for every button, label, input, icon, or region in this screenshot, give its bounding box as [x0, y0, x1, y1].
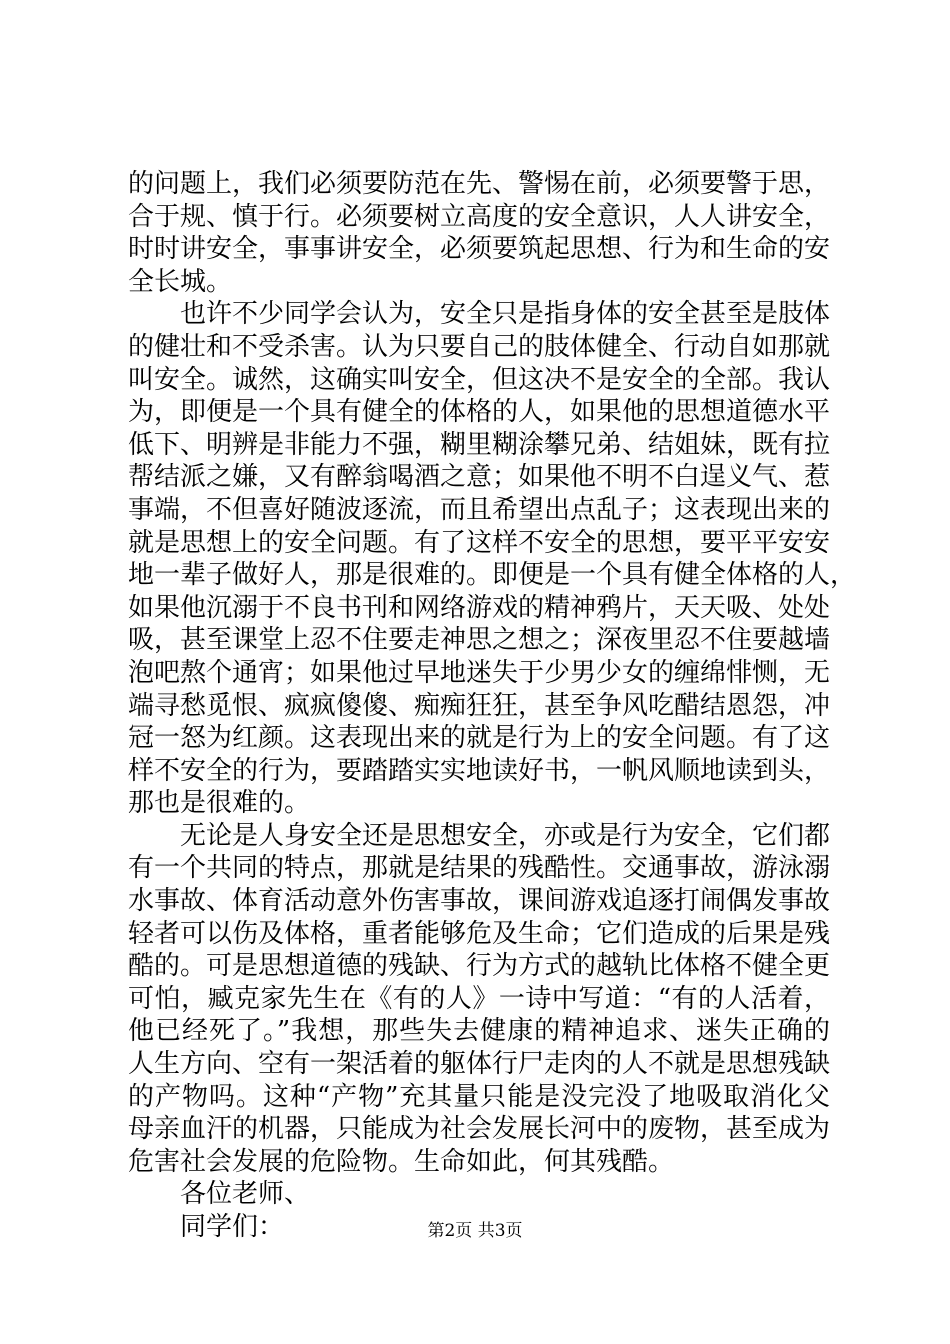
page-number-footer: 第2页 共3页	[427, 1221, 523, 1241]
text-line: 无论是人身安全还是思想安全，亦或是行为安全，它们都	[180, 820, 831, 851]
text-line: 低下、明辨是非能力不强，糊里糊涂攀兄弟、结姐妹，既有拉	[128, 429, 831, 460]
text-line: 时时讲安全，事事讲安全，必须要筑起思想、行为和生命的安	[128, 234, 831, 265]
salutation-line: 各位老师、	[180, 1179, 311, 1210]
text-line: 他已经死了。”我想，那些失去健康的精神追求、迷失正确的	[128, 1016, 830, 1047]
text-line: 样不安全的行为，要踏踏实实地读好书，一帆风顺地读到头，	[128, 755, 831, 786]
text-line: 如果他沉溺于不良书刊和网络游戏的精神鸦片，天天吸、处处	[128, 592, 831, 623]
text-line: 有一个共同的特点，那就是结果的残酷性。交通事故，游泳溺	[128, 853, 831, 884]
text-line: 人生方向、空有一架活着的躯体行尸走肉的人不就是思想残缺	[128, 1049, 831, 1080]
text-line: 水事故、体育活动意外伤害事故，课间游戏追逐打闹偶发事故	[128, 886, 831, 917]
text-line: 地一辈子做好人，那是很难的。即便是一个具有健全体格的人，	[128, 560, 857, 591]
text-line: 叫安全。诚然，这确实叫安全，但这决不是安全的全部。我认	[128, 364, 831, 395]
text-line: 酷的。可是思想道德的残缺、行为方式的越轨比体格不健全更	[128, 951, 831, 982]
text-line: 那也是很难的。	[128, 788, 311, 819]
text-line: 合于规、慎于行。必须要树立高度的安全意识，人人讲安全，	[128, 201, 831, 232]
text-line: 端寻愁觅恨、疯疯傻傻、痴痴狂狂，甚至争风吃醋结恩怨，冲	[128, 690, 831, 721]
document-body	[128, 168, 857, 1244]
text-line: 的健壮和不受杀害。认为只要自己的肢体健全、行动自如那就	[128, 331, 831, 362]
text-line: 为，即便是一个具有健全的体格的人，如果他的思想道德水平	[128, 397, 831, 428]
text-line: 泡吧熬个通宵；如果他过早地迷失于少男少女的缠绵悱恻，无	[128, 657, 831, 688]
text-line: 吸，甚至课堂上忍不住要走神思之想之；深夜里忍不住要越墙	[128, 625, 831, 656]
text-line: 轻者可以伤及体格，重者能够危及生命；它们造成的后果是残	[128, 918, 831, 949]
text-line: 全长城。	[128, 266, 233, 297]
text-line: 帮结派之嫌，又有醉翁喝酒之意；如果他不明不白逞义气、惹	[128, 462, 831, 493]
salutation-line: 同学们：	[180, 1212, 285, 1242]
text-line: 也许不少同学会认为，安全只是指身体的安全甚至是肢体	[180, 299, 831, 330]
text-line: 事端，不但喜好随波逐流，而且希望出点乱子；这表现出来的	[128, 494, 831, 525]
text-line: 可怕，臧克家先生在《有的人》一诗中写道：“有的人活着，	[128, 983, 830, 1014]
text-line: 就是思想上的安全问题。有了这样不安全的思想，要平平安安	[128, 527, 831, 558]
text-line: 的产物吗。这种“产物”充其量只能是没完没了地吸取消化父	[128, 1081, 830, 1112]
text-line: 母亲血汗的机器，只能成为社会发展长河中的废物，甚至成为	[128, 1114, 831, 1145]
text-line: 危害社会发展的危险物。生命如此，何其残酷。	[128, 1146, 675, 1177]
text-line: 的问题上，我们必须要防范在先、警惕在前，必须要警于思，	[128, 169, 831, 199]
text-line: 冠一怒为红颜。这表现出来的就是行为上的安全问题。有了这	[128, 723, 831, 754]
